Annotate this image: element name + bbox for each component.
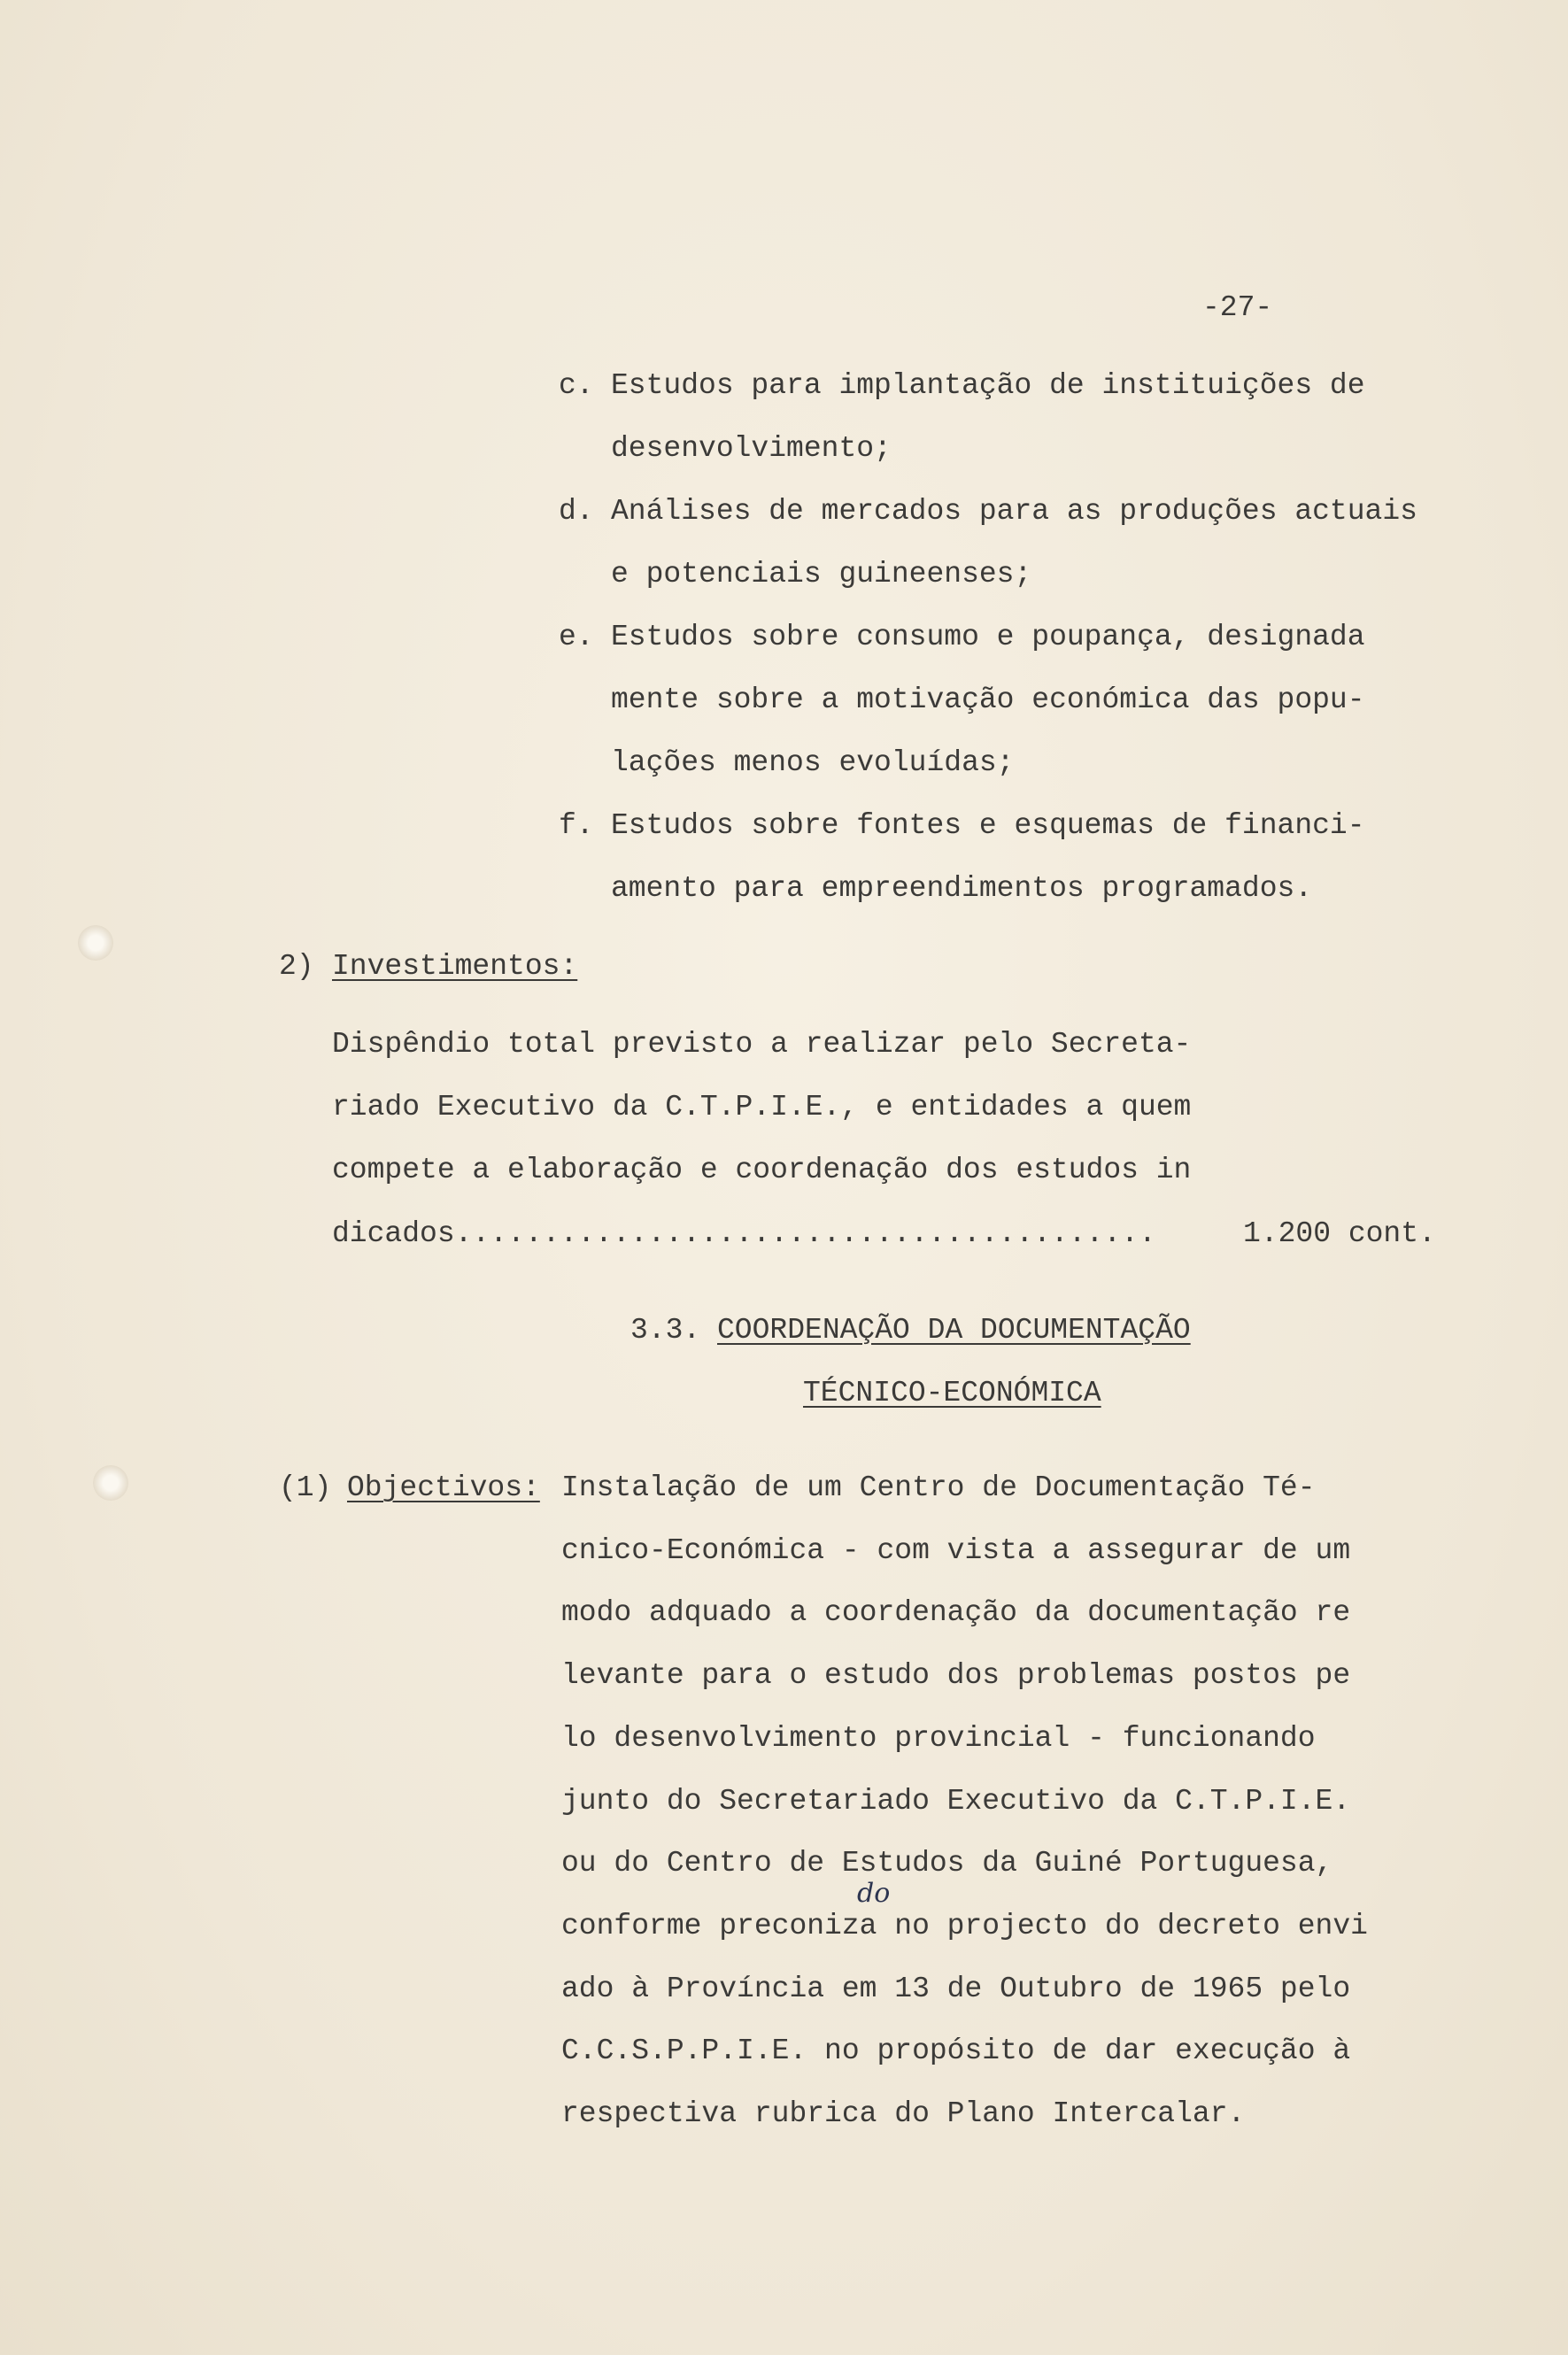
investimentos-line: riado Executivo da C.T.P.I.E., e entidades a quem [332,1091,1192,1123]
investimentos-number: 2) [279,950,314,983]
objectivos-line: cnico-Económica - com vista a assegurar de um [561,1533,1351,1567]
objectivos-line: ado à Província em 13 de Outubro de 1965 pelo [561,1972,1351,2005]
investimentos-amount: 1.200 cont. [1243,1217,1436,1250]
objectivos-line: lo desenvolvimento provincial - funcionando [561,1721,1316,1755]
objectivos-line: C.C.S.P.P.I.E. no propósito de dar execução à [561,2035,1351,2068]
list-item-letter: c. [559,369,594,402]
objectivos-number: (1) [279,1471,332,1504]
section-title-line2: TÉCNICO-ECONÓMICA [803,1377,1101,1409]
objectivos-line: Instalação de um Centro de Documentação Té- [561,1471,1316,1504]
list-item-line: Estudos sobre consumo e poupança, designada [611,621,1365,653]
page-number: -27- [1202,291,1273,324]
list-item-line: Estudos para implantação de instituições de [611,369,1365,402]
objectivos-line: conforme preconiza no projecto do decreto envi [561,1909,1368,1942]
investimentos-line: Dispêndio total previsto a realizar pelo Secreta- [332,1028,1192,1061]
list-item-line: amento para empreendimentos programados. [611,872,1313,905]
section-title-line1: COORDENAÇÃO DA DOCUMENTAÇÃO [717,1314,1191,1347]
objectivos-line: ou do Centro de Estudos da Guiné Portuguesa, [561,1847,1333,1880]
objectivos-line: levante para o estudo dos problemas postos pe [561,1659,1351,1693]
investimentos-line: dicados........................................ [332,1217,1156,1250]
section-number: 3.3. [630,1314,701,1347]
investimentos-heading: Investimentos: [332,950,578,983]
list-item-letter: d. [559,495,594,528]
list-item-letter: f. [559,809,594,842]
list-item-line: lações menos evoluídas; [611,746,1015,779]
objectivos-line: junto do Secretariado Executivo da C.T.P.I.E. [561,1784,1351,1818]
list-item-line: Estudos sobre fontes e esquemas de financi- [611,809,1365,842]
list-item-line: desenvolvimento; [611,432,892,465]
handwritten-correction: do [857,1878,891,1909]
punch-hole [93,1465,128,1501]
list-item-line: e potenciais guineenses; [611,558,1032,591]
objectivos-line: respectiva rubrica do Plano Intercalar. [561,2097,1246,2130]
investimentos-line: compete a elaboração e coordenação dos estudos in [332,1154,1192,1186]
list-item-line: Análises de mercados para as produções actuais [611,495,1417,528]
list-item-line: mente sobre a motivação económica das popu- [611,683,1365,716]
list-item-letter: e. [559,621,594,653]
objectivos-line: modo adquado a coordenação da documentação re [561,1596,1351,1630]
punch-hole [78,925,113,961]
objectivos-label: Objectivos: [347,1471,540,1504]
